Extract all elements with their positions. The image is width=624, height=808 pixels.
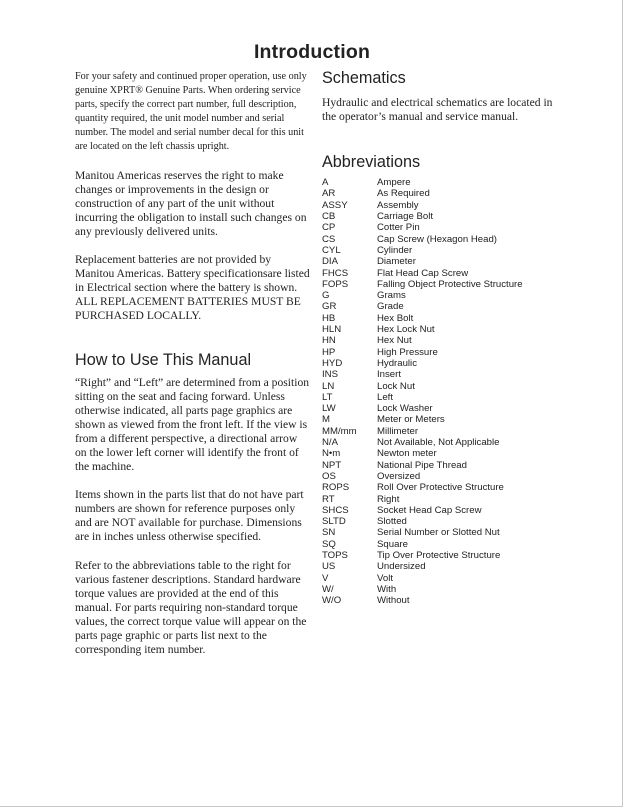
abbreviation-row [322,381,562,392]
abbreviation-row [322,245,562,256]
abbreviation-meaning: Cotter Pin [377,222,420,234]
abbreviation-code: SHCS [322,504,349,516]
abbreviation-row [322,505,562,516]
abbreviation-meaning: Newton meter [377,448,437,460]
abbreviation-row [322,347,562,358]
abbreviation-code: A [322,177,329,189]
abbreviation-meaning: Square [377,538,408,550]
abbreviation-meaning: Grade [377,301,404,313]
abbreviation-row [322,200,562,211]
abbreviation-row [322,460,562,471]
abbreviation-meaning: Millimeter [377,425,419,437]
abbreviation-code: ROPS [322,482,350,494]
abbreviation-meaning: Insert [377,369,401,381]
abbreviation-meaning: Without [377,595,410,607]
abbreviation-row [322,335,562,346]
abbreviation-code: ASSY [322,199,348,211]
abbreviation-code: N•m [322,448,341,460]
abbreviation-code: SQ [322,538,336,550]
abbreviation-meaning: Right [377,493,400,505]
abbreviation-code: W/O [322,595,342,607]
abbreviation-code: HLN [322,324,342,336]
abbreviation-code: HB [322,312,336,324]
abbreviation-row [322,482,562,493]
abbreviation-meaning: Roll Over Protective Structure [377,482,504,494]
abbreviation-meaning: Flat Head Cap Screw [377,267,469,279]
abbreviation-code: GR [322,301,337,313]
abbreviation-row [322,494,562,505]
abbreviation-meaning: Hex Bolt [377,312,414,324]
abbreviation-meaning: Serial Number or Slotted Nut [377,527,500,539]
abbreviation-row [322,313,562,324]
abbreviation-code: INS [322,369,338,381]
abbreviation-code: US [322,561,336,573]
abbreviation-row [322,234,562,245]
abbreviation-code: CB [322,211,336,223]
page-title: Introduction [253,41,371,63]
abbreviation-meaning: Carriage Bolt [377,211,433,223]
abbreviation-row [322,222,562,233]
abbreviation-code: TOPS [322,549,348,561]
reserves-paragraph: Manitou Americas reserves the right to make changes or improvements in the design or construction of any part of the unit without incurring the obligation to install such changes on any previously delivered units. [75,168,307,238]
abbreviation-code: HN [322,335,336,347]
abbreviation-row [322,584,562,595]
right-left-paragraph: “Right” and “Left” are determined from a position sitting on the seat and facing forward. Unless otherwise indicated, all parts page graphics are shown as viewed from the front left. If the view is from a different perspective, a directional arrow on the lower left corner will identify the front of the machine. [75,375,310,474]
abbreviations-heading: Abbreviations [322,153,421,172]
abbreviation-code: CS [322,233,336,245]
abbreviation-code: G [322,290,330,302]
abbreviation-row [322,471,562,482]
abbreviation-row [322,550,562,561]
abbreviation-meaning: Cylinder [377,244,413,256]
abbreviation-meaning: Diameter [377,256,416,268]
abbreviation-meaning: Hydraulic [377,357,417,369]
abbreviation-meaning: Oversized [377,470,421,482]
abbreviation-row [322,279,562,290]
abbreviation-code: W/ [322,583,334,595]
abbreviation-meaning: Tip Over Protective Structure [377,549,501,561]
abbreviation-row [322,268,562,279]
right-column [322,69,562,606]
abbreviation-meaning: Volt [377,572,394,584]
abbreviation-row [322,177,562,188]
abbreviation-meaning: Left [377,391,394,403]
abbreviation-code: HYD [322,357,343,369]
abbreviation-meaning: Cap Screw (Hexagon Head) [377,233,497,245]
abbreviation-code: N/A [322,437,338,449]
abbreviation-meaning: Hex Nut [377,335,412,347]
abbreviations-table [322,177,562,606]
items-paragraph: Items shown in the parts list that do not have part numbers are shown for reference purposes only and are NOT available for purchase. Dimensions are in inches unless otherwise specified. [75,488,304,544]
abbreviation-code: MM/mm [322,425,357,437]
abbreviation-meaning: Undersized [377,561,426,573]
abbreviation-code: FHCS [322,267,349,279]
abbreviation-code: LN [322,380,335,392]
abbreviation-code: FOPS [322,278,349,290]
abbreviation-code: V [322,572,329,584]
abbreviation-code: SN [322,527,336,539]
abbreviation-row [322,561,562,572]
abbreviation-row [322,414,562,425]
abbreviation-row [322,301,562,312]
abbreviation-row [322,516,562,527]
abbreviation-row [322,573,562,584]
left-column [75,70,310,657]
abbreviation-code: CYL [322,244,341,256]
abbreviation-code: LT [322,391,333,403]
abbreviation-row [322,324,562,335]
abbreviation-row [322,290,562,301]
abbreviation-row [322,527,562,538]
abbreviation-code: CP [322,222,336,234]
abbreviation-meaning: Grams [377,290,406,302]
schematics-heading: Schematics [322,69,406,87]
abbreviation-meaning: High Pressure [377,346,438,358]
abbreviation-row [322,426,562,437]
schematics-paragraph: Hydraulic and electrical schematics are located in the operator’s manual and service manual. [322,96,553,124]
refer-paragraph: Refer to the abbreviations table to the right for various fastener descriptions. Standard hardware torque values are provided at the end of this manual. For parts requiring non-standard torque values, the correct torque value will appear on the parts page graphic or parts list next to the corresponding item number. [75,558,307,657]
abbreviation-meaning: With [377,583,397,595]
abbreviation-meaning: Assembly [377,199,419,211]
abbreviation-row [322,392,562,403]
abbreviation-row [322,211,562,222]
abbreviation-row [322,437,562,448]
abbreviation-code: DIA [322,256,338,268]
how-to-use-heading: How to Use This Manual [75,350,252,369]
abbreviation-code: HP [322,346,336,358]
abbreviation-code: OS [322,470,336,482]
abbreviation-code: LW [322,403,336,415]
abbreviation-row [322,539,562,550]
abbreviation-code: AR [322,188,336,200]
abbreviation-row [322,448,562,459]
abbreviation-meaning: Ampere [377,177,411,189]
abbreviation-code: SLTD [322,516,346,528]
batteries-paragraph: Replacement batteries are not provided by Manitou Americas. Battery specificationsare listed in Electrical section where the battery is shown. ALL REPLACEMENT BATTERIES MUST BE PURCHASED LOCALLY. [75,253,310,323]
abbreviation-meaning: Socket Head Cap Screw [377,504,482,516]
abbreviation-row [322,256,562,267]
intro-paragraph: For your safety and continued proper operation, use only genuine XPRT® Genuine Parts. When ordering service parts, specify the correct part number, full description, quantity required, the unit model number and serial number. The model and serial number decal for this unit are located on the left chassis upright. [75,71,307,153]
abbreviation-meaning: As Required [377,188,430,200]
abbreviation-meaning: Lock Nut [377,380,415,392]
abbreviation-meaning: Slotted [377,516,407,528]
abbreviation-code: NPT [322,459,342,471]
abbreviation-meaning: National Pipe Thread [377,459,467,471]
abbreviation-row [322,188,562,199]
abbreviation-meaning: Hex Lock Nut [377,324,435,336]
abbreviation-meaning: Lock Washer [377,403,433,415]
abbreviation-meaning: Not Available, Not Applicable [377,437,500,449]
abbreviation-meaning: Meter or Meters [377,414,445,426]
abbreviation-meaning: Falling Object Protective Structure [377,278,523,290]
abbreviation-row [322,403,562,414]
abbreviation-code: RT [322,493,335,505]
abbreviation-row [322,358,562,369]
abbreviation-row [322,595,562,606]
abbreviation-row [322,369,562,380]
abbreviation-code: M [322,414,330,426]
